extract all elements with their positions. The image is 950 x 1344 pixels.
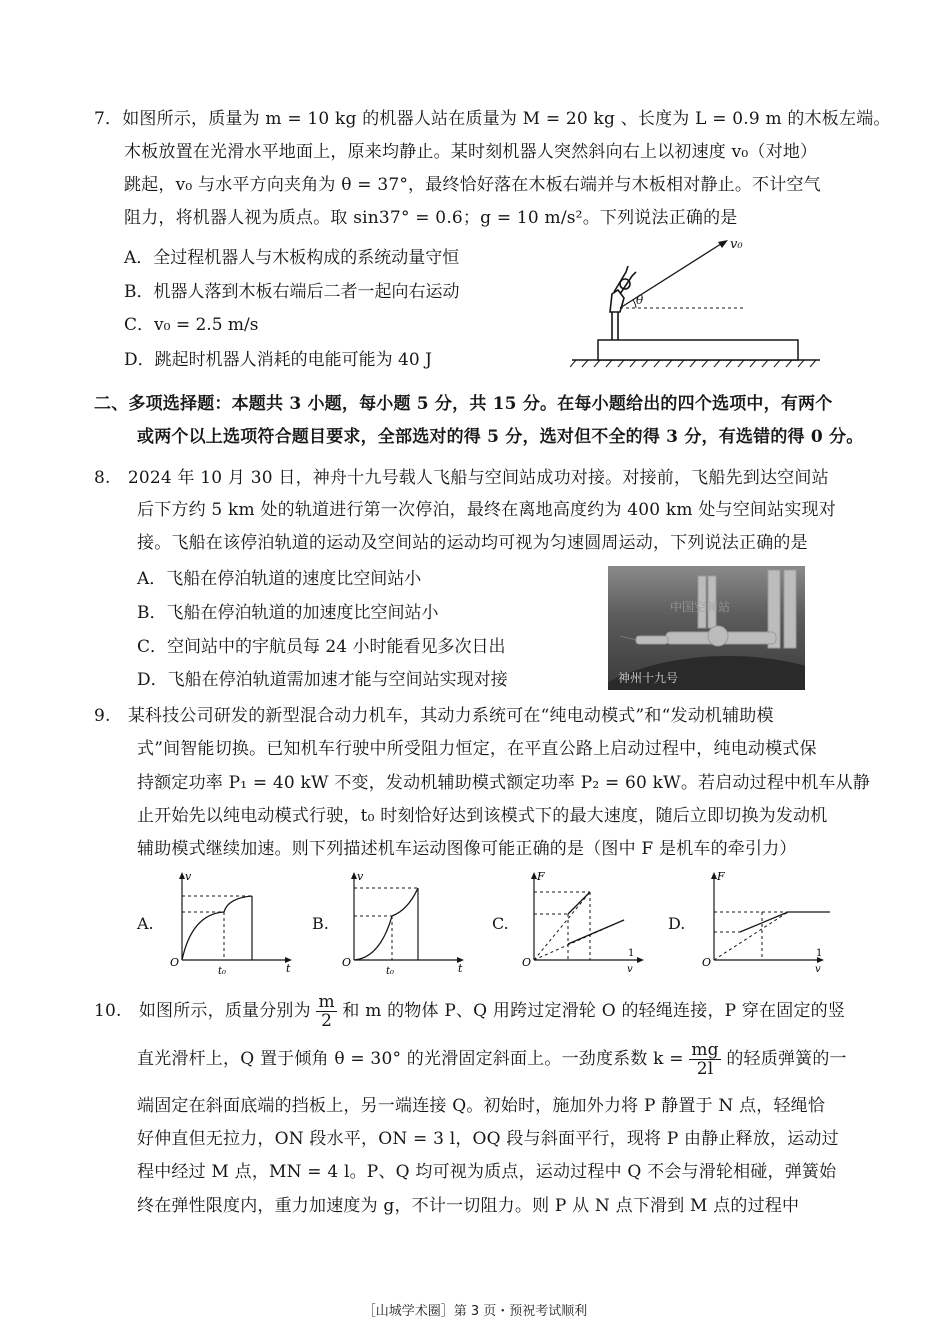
q10-line-2 <box>137 1036 847 1082</box>
graph-a-t0: t₀ <box>218 966 227 977</box>
q10-line-4: 好伸直但无拉力，ON 段水平，ON = 3 l，OQ 段与斜面平行，现将 P 由静止释放，运动过 <box>137 1129 839 1149</box>
q10-line-3: 端固定在斜面底端的挡板上，另一端连接 Q。初始时，施加外力将 P 静置于 N 点，轻绳恰 <box>137 1096 826 1116</box>
section2-heading-line-2: 或两个以上选项符合题目要求，全部选对的得 5 分，选对但不全的得 3 分，有选错的得 0 分。 <box>137 427 864 447</box>
q7-line-3: 跳起，v₀ 与水平方向夹角为 θ = 37°，最终恰好落在木板右端并与木板相对静止。不计空气 <box>124 175 821 195</box>
photo-watermark: 中国空间站 <box>670 600 731 614</box>
q10-line-1-part-b: 和 m 的物体 P、Q 用跨过定滑轮 O 的轻绳连接，P 穿在固定的竖 <box>342 1001 846 1021</box>
q9-line-3: 持额定功率 P₁ = 40 kW 不变，发动机辅助模式额定功率 P₂ = 60 kW。若启动过程中机车从静 <box>137 773 871 793</box>
graph-c <box>514 868 652 978</box>
q9-line-4: 止开始先以纯电动模式行驶，t₀ 时刻恰好达到该模式下的最大速度，随后立即切换为发动机 <box>137 806 828 826</box>
graph-d-origin: O <box>702 956 712 969</box>
ground-hatch <box>570 360 816 367</box>
graph-a-y-label: v <box>185 870 192 883</box>
q10-fraction-mg-over-2l <box>689 1041 720 1078</box>
graph-c-y-label: F <box>537 870 545 883</box>
q7-option-c: C．v₀ = 2.5 m/s <box>124 315 259 335</box>
graph-b-label: B. <box>312 914 329 933</box>
frac1-denominator: 2 <box>321 1011 333 1031</box>
q10-line-6: 终在弹性限度内，重力加速度为 g，不计一切阻力。则 P 从 N 点下滑到 M 点的过程中 <box>137 1196 800 1216</box>
graph-d-label: D. <box>668 914 686 933</box>
graph-a-label: A. <box>137 914 154 933</box>
graph-c-label: C. <box>492 914 509 933</box>
wooden-board <box>598 340 798 360</box>
graph-d-y-label: F <box>717 870 725 883</box>
q9-line-1: 9. 某科技公司研发的新型混合动力机车，其动力系统可在“纯电动模式”和“发动机辅助模 <box>94 706 774 726</box>
frac2-numerator: mg <box>691 1040 719 1060</box>
graph-c-x-num: 1 <box>628 948 635 959</box>
graph-b-x-label: t <box>458 962 463 975</box>
frac2-denominator: 2l <box>696 1059 714 1079</box>
graph-b-y-label: v <box>357 870 364 883</box>
section2-heading-line-1: 二、多项选择题：本题共 3 小题，每小题 5 分，共 15 分。在每小题给出的四个选项中，有两个 <box>94 394 833 414</box>
q8-option-c: C．空间站中的宇航员每 24 小时能看见多次日出 <box>137 637 506 657</box>
q7-option-b: B．机器人落到木板右端后二者一起向右运动 <box>124 282 460 302</box>
graph-d-x-den: v <box>815 964 821 975</box>
photo-caption: 神州十九号 <box>618 671 679 685</box>
q9-line-2: 式”间智能切换。已知机车行驶中所受阻力恒定，在平直公路上启动过程中，纯电动模式保 <box>137 739 817 759</box>
q7-line-4: 阻力，将机器人视为质点。取 sin37° = 0.6；g = 10 m/s²。下列说法正确的是 <box>124 208 738 228</box>
graph-b-origin: O <box>342 956 352 969</box>
graph-c-x-den: v <box>627 964 633 975</box>
v0-label: v₀ <box>730 237 743 252</box>
q10-line-5: 程中经过 M 点，MN = 4 l。P、Q 均可视为质点，运动过程中 Q 不会与滑轮相碰，弹簧始 <box>137 1162 837 1182</box>
q7-option-a: A．全过程机器人与木板构成的系统动量守恒 <box>124 248 460 268</box>
q7-option-d: D．跳起时机器人消耗的电能可能为 40 J <box>124 350 432 370</box>
q7-figure-robot-board <box>570 232 830 372</box>
q8-option-d: D．飞船在停泊轨道需加速才能与空间站实现对接 <box>137 670 508 690</box>
q10-fraction-m-over-2 <box>316 993 336 1030</box>
graph-b-t0: t₀ <box>386 966 395 977</box>
q8-option-a: A．飞船在停泊轨道的速度比空间站小 <box>137 569 422 589</box>
q10-line-1-part-a: 10. 如图所示，质量分别为 <box>94 1001 311 1021</box>
graph-a-x-label: t <box>286 962 291 975</box>
q8-line-1: 8. 2024 年 10 月 30 日，神舟十九号载人飞船与空间站成功对接。对接前，飞船先到达空间站 <box>94 468 829 488</box>
q7-line-1: 7．如图所示，质量为 m = 10 kg 的机器人站在质量为 M = 20 kg 、长度为 L = 0.9 m 的木板左端。 <box>94 109 891 129</box>
q8-space-station-photo <box>608 566 805 690</box>
graph-d <box>694 868 840 978</box>
graph-a-origin: O <box>170 956 180 969</box>
q10-line-2-part-a: 直光滑杆上，Q 置于倾角 θ = 30° 的光滑固定斜面上。一劲度系数 k = <box>137 1049 684 1069</box>
q8-option-b: B．飞船在停泊轨道的加速度比空间站小 <box>137 603 439 623</box>
q10-line-2-part-b: 的轻质弹簧的一 <box>726 1049 847 1069</box>
graph-d-x-num: 1 <box>816 948 823 959</box>
graph-b <box>334 868 472 978</box>
q8-line-3: 接。飞船在该停泊轨道的运动及空间站的运动均可视为匀速圆周运动，下列说法正确的是 <box>137 533 808 553</box>
graph-c-origin: O <box>522 956 532 969</box>
q9-line-5: 辅助模式继续加速。则下列描述机车运动图像可能正确的是（图中 F 是机车的牵引力） <box>137 839 797 859</box>
page-footer: ［山城学术圈］第 3 页・预祝考试顺利 <box>362 1304 588 1319</box>
graph-a <box>162 868 300 978</box>
q10-line-1 <box>94 988 845 1034</box>
theta-label: θ <box>636 293 644 307</box>
frac1-numerator: m <box>318 992 335 1012</box>
robot-figure <box>610 266 636 340</box>
q7-line-2: 木板放置在光滑水平地面上，原来均静止。某时刻机器人突然斜向右上以初速度 v₀（对地） <box>124 142 818 162</box>
v0-arrowhead <box>718 240 728 248</box>
q8-line-2: 后下方约 5 km 处的轨道进行第一次停泊，最终在离地高度约为 400 km 处与空间站实现对 <box>137 500 836 520</box>
